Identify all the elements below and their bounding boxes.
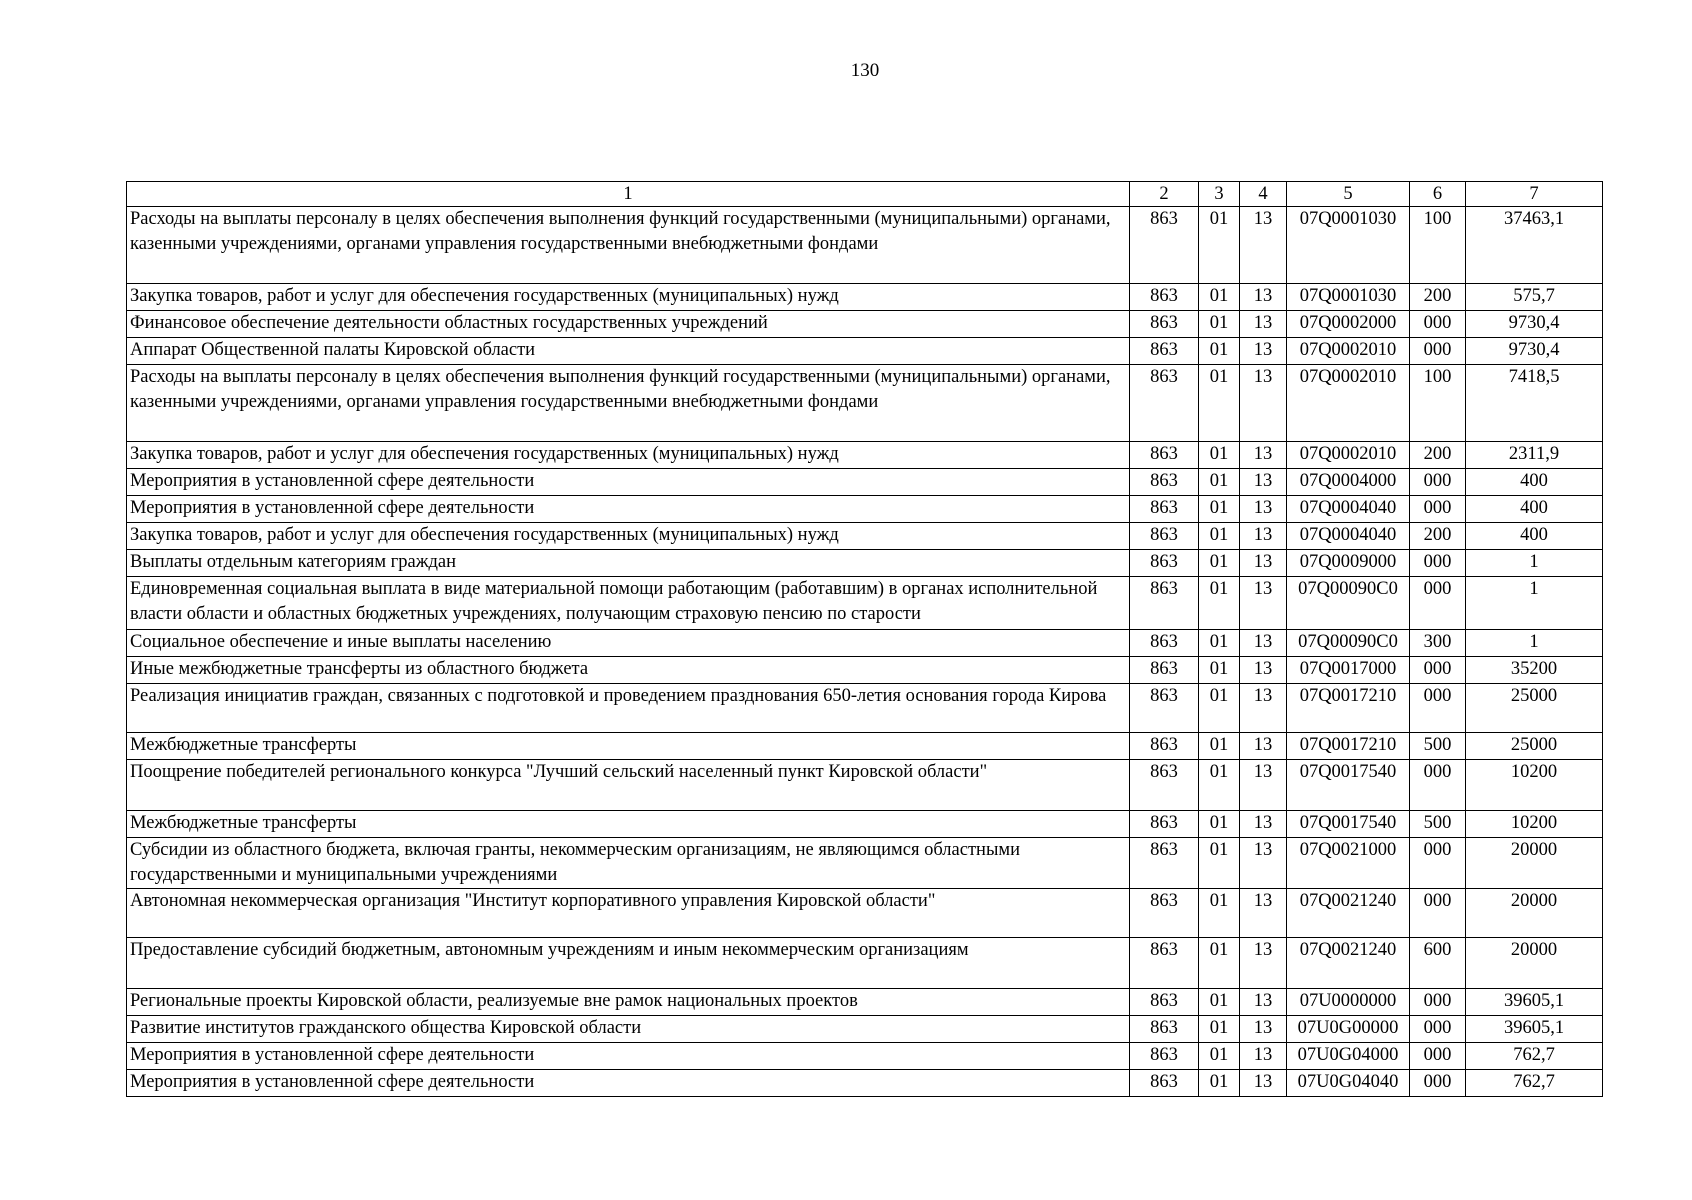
- row-subsection-cell: 13: [1240, 469, 1287, 496]
- table-row: [127, 1043, 1603, 1070]
- header-cell-2: 2: [1130, 182, 1199, 207]
- table-row: [127, 989, 1603, 1016]
- row-subsection-cell: 13: [1240, 496, 1287, 523]
- row-subsection-cell: 13: [1240, 760, 1287, 811]
- row-target-article-cell: 07Q0002010: [1287, 365, 1410, 442]
- row-expense-type-cell: 200: [1410, 284, 1466, 311]
- row-target-article-cell: 07U0G04000: [1287, 1043, 1410, 1070]
- row-name-cell: Закупка товаров, работ и услуг для обеспечения государственных (муниципальных) нужд: [127, 284, 1130, 311]
- row-expense-type-cell: 500: [1410, 811, 1466, 838]
- row-expense-type-cell: 000: [1410, 311, 1466, 338]
- row-target-article-cell: 07Q0001030: [1287, 284, 1410, 311]
- row-target-article-cell: 07U0G00000: [1287, 1016, 1410, 1043]
- table-row: [127, 365, 1603, 442]
- row-admin-code-cell: 863: [1130, 207, 1199, 284]
- row-admin-code-cell: 863: [1130, 838, 1199, 889]
- row-name-cell: Расходы на выплаты персоналу в целях обеспечения выполнения функций государственными (муниципальными) органами, казенными учреждениями, органами управления государственными внебюджетными фондами: [127, 207, 1130, 284]
- row-target-article-cell: 07Q0002010: [1287, 442, 1410, 469]
- table-row: [127, 889, 1603, 938]
- row-amount-cell: 10200: [1466, 760, 1603, 811]
- row-subsection-cell: 13: [1240, 889, 1287, 938]
- table-row: [127, 760, 1603, 811]
- row-amount-cell: 7418,5: [1466, 365, 1603, 442]
- row-subsection-cell: 13: [1240, 442, 1287, 469]
- row-subsection-cell: 13: [1240, 365, 1287, 442]
- row-target-article-cell: 07U0G04040: [1287, 1070, 1410, 1097]
- row-subsection-cell: 13: [1240, 1070, 1287, 1097]
- budget-table: [126, 181, 1603, 1097]
- row-target-article-cell: 07Q0017540: [1287, 760, 1410, 811]
- row-expense-type-cell: 500: [1410, 733, 1466, 760]
- table-row: [127, 838, 1603, 889]
- row-admin-code-cell: 863: [1130, 811, 1199, 838]
- row-expense-type-cell: 000: [1410, 838, 1466, 889]
- row-name-cell: Автономная некоммерческая организация "Институт корпоративного управления Кировской области": [127, 889, 1130, 938]
- row-admin-code-cell: 863: [1130, 1070, 1199, 1097]
- row-subsection-cell: 13: [1240, 657, 1287, 684]
- row-admin-code-cell: 863: [1130, 657, 1199, 684]
- row-name-cell: Финансовое обеспечение деятельности областных государственных учреждений: [127, 311, 1130, 338]
- row-section-cell: 01: [1199, 577, 1240, 630]
- row-expense-type-cell: 200: [1410, 442, 1466, 469]
- row-section-cell: 01: [1199, 838, 1240, 889]
- row-section-cell: 01: [1199, 760, 1240, 811]
- row-section-cell: 01: [1199, 365, 1240, 442]
- row-name-cell: Расходы на выплаты персоналу в целях обеспечения выполнения функций государственными (муниципальными) органами, казенными учреждениями, органами управления государственными внебюджетными фондами: [127, 365, 1130, 442]
- row-admin-code-cell: 863: [1130, 365, 1199, 442]
- header-cell-6: 6: [1410, 182, 1466, 207]
- row-amount-cell: 20000: [1466, 938, 1603, 989]
- row-admin-code-cell: 863: [1130, 550, 1199, 577]
- row-section-cell: 01: [1199, 657, 1240, 684]
- row-subsection-cell: 13: [1240, 1043, 1287, 1070]
- row-amount-cell: 35200: [1466, 657, 1603, 684]
- header-cell-5: 5: [1287, 182, 1410, 207]
- row-amount-cell: 1: [1466, 577, 1603, 630]
- row-expense-type-cell: 000: [1410, 1016, 1466, 1043]
- row-expense-type-cell: 100: [1410, 365, 1466, 442]
- row-section-cell: 01: [1199, 284, 1240, 311]
- row-section-cell: 01: [1199, 311, 1240, 338]
- table-row: [127, 338, 1603, 365]
- row-target-article-cell: 07Q0009000: [1287, 550, 1410, 577]
- row-amount-cell: 762,7: [1466, 1043, 1603, 1070]
- table-row: [127, 811, 1603, 838]
- row-amount-cell: 25000: [1466, 684, 1603, 733]
- row-admin-code-cell: 863: [1130, 684, 1199, 733]
- row-name-cell: Выплаты отдельным категориям граждан: [127, 550, 1130, 577]
- row-admin-code-cell: 863: [1130, 496, 1199, 523]
- row-name-cell: Единовременная социальная выплата в виде материальной помощи работающим (работавшим) в органах исполнительной власти области и областных бюджетных учреждениях, получающим страховую пенсию по старости: [127, 577, 1130, 630]
- row-name-cell: Мероприятия в установленной сфере деятельности: [127, 496, 1130, 523]
- row-expense-type-cell: 100: [1410, 207, 1466, 284]
- row-section-cell: 01: [1199, 442, 1240, 469]
- row-admin-code-cell: 863: [1130, 733, 1199, 760]
- row-target-article-cell: 07Q0017000: [1287, 657, 1410, 684]
- row-subsection-cell: 13: [1240, 523, 1287, 550]
- row-subsection-cell: 13: [1240, 630, 1287, 657]
- header-cell-4: 4: [1240, 182, 1287, 207]
- row-expense-type-cell: 000: [1410, 989, 1466, 1016]
- row-amount-cell: 575,7: [1466, 284, 1603, 311]
- row-name-cell: Реализация инициатив граждан, связанных с подготовкой и проведением празднования 650-летия основания города Кирова: [127, 684, 1130, 733]
- row-expense-type-cell: 000: [1410, 1070, 1466, 1097]
- row-section-cell: 01: [1199, 938, 1240, 989]
- row-expense-type-cell: 600: [1410, 938, 1466, 989]
- table-row: [127, 442, 1603, 469]
- row-section-cell: 01: [1199, 1043, 1240, 1070]
- row-section-cell: 01: [1199, 733, 1240, 760]
- row-admin-code-cell: 863: [1130, 577, 1199, 630]
- page-number: 130: [850, 60, 880, 81]
- row-target-article-cell: 07Q0002010: [1287, 338, 1410, 365]
- row-amount-cell: 400: [1466, 523, 1603, 550]
- row-target-article-cell: 07Q0021000: [1287, 838, 1410, 889]
- row-target-article-cell: 07Q00090C0: [1287, 630, 1410, 657]
- table-row: [127, 1070, 1603, 1097]
- header-cell-1: 1: [127, 182, 1130, 207]
- table-row: [127, 938, 1603, 989]
- row-name-cell: Мероприятия в установленной сфере деятельности: [127, 1070, 1130, 1097]
- table-row: [127, 657, 1603, 684]
- row-admin-code-cell: 863: [1130, 938, 1199, 989]
- row-subsection-cell: 13: [1240, 811, 1287, 838]
- row-admin-code-cell: 863: [1130, 760, 1199, 811]
- row-target-article-cell: 07Q0004000: [1287, 469, 1410, 496]
- row-amount-cell: 37463,1: [1466, 207, 1603, 284]
- row-name-cell: Мероприятия в установленной сфере деятельности: [127, 1043, 1130, 1070]
- row-admin-code-cell: 863: [1130, 989, 1199, 1016]
- row-section-cell: 01: [1199, 1070, 1240, 1097]
- row-admin-code-cell: 863: [1130, 469, 1199, 496]
- row-admin-code-cell: 863: [1130, 442, 1199, 469]
- row-name-cell: Аппарат Общественной палаты Кировской области: [127, 338, 1130, 365]
- row-target-article-cell: 07Q0004040: [1287, 523, 1410, 550]
- row-name-cell: Иные межбюджетные трансферты из областного бюджета: [127, 657, 1130, 684]
- row-expense-type-cell: 000: [1410, 657, 1466, 684]
- row-subsection-cell: 13: [1240, 577, 1287, 630]
- table-row: [127, 684, 1603, 733]
- row-name-cell: Закупка товаров, работ и услуг для обеспечения государственных (муниципальных) нужд: [127, 523, 1130, 550]
- row-amount-cell: 400: [1466, 496, 1603, 523]
- row-name-cell: Закупка товаров, работ и услуг для обеспечения государственных (муниципальных) нужд: [127, 442, 1130, 469]
- row-expense-type-cell: 300: [1410, 630, 1466, 657]
- row-section-cell: 01: [1199, 811, 1240, 838]
- row-section-cell: 01: [1199, 338, 1240, 365]
- row-target-article-cell: 07Q0002000: [1287, 311, 1410, 338]
- row-target-article-cell: 07Q0017210: [1287, 733, 1410, 760]
- row-amount-cell: 25000: [1466, 733, 1603, 760]
- row-subsection-cell: 13: [1240, 1016, 1287, 1043]
- row-amount-cell: 39605,1: [1466, 1016, 1603, 1043]
- row-section-cell: 01: [1199, 684, 1240, 733]
- row-amount-cell: 9730,4: [1466, 311, 1603, 338]
- row-section-cell: 01: [1199, 496, 1240, 523]
- row-amount-cell: 1: [1466, 550, 1603, 577]
- row-amount-cell: 20000: [1466, 838, 1603, 889]
- row-subsection-cell: 13: [1240, 338, 1287, 365]
- row-name-cell: Социальное обеспечение и иные выплаты населению: [127, 630, 1130, 657]
- row-section-cell: 01: [1199, 1016, 1240, 1043]
- row-subsection-cell: 13: [1240, 989, 1287, 1016]
- row-admin-code-cell: 863: [1130, 889, 1199, 938]
- row-expense-type-cell: 000: [1410, 1043, 1466, 1070]
- table-row: [127, 284, 1603, 311]
- row-target-article-cell: 07Q0021240: [1287, 889, 1410, 938]
- row-expense-type-cell: 000: [1410, 577, 1466, 630]
- row-target-article-cell: 07Q0017540: [1287, 811, 1410, 838]
- row-target-article-cell: 07Q0001030: [1287, 207, 1410, 284]
- row-section-cell: 01: [1199, 523, 1240, 550]
- row-name-cell: Поощрение победителей регионального конкурса "Лучший сельский населенный пункт Кировской области": [127, 760, 1130, 811]
- row-amount-cell: 39605,1: [1466, 989, 1603, 1016]
- row-admin-code-cell: 863: [1130, 630, 1199, 657]
- table-row: [127, 733, 1603, 760]
- row-amount-cell: 400: [1466, 469, 1603, 496]
- row-section-cell: 01: [1199, 889, 1240, 938]
- header-cell-3: 3: [1199, 182, 1240, 207]
- row-section-cell: 01: [1199, 989, 1240, 1016]
- row-amount-cell: 1: [1466, 630, 1603, 657]
- row-admin-code-cell: 863: [1130, 1016, 1199, 1043]
- row-target-article-cell: 07Q0017210: [1287, 684, 1410, 733]
- row-amount-cell: 762,7: [1466, 1070, 1603, 1097]
- row-admin-code-cell: 863: [1130, 311, 1199, 338]
- table-row: [127, 523, 1603, 550]
- row-subsection-cell: 13: [1240, 684, 1287, 733]
- row-name-cell: Межбюджетные трансферты: [127, 811, 1130, 838]
- row-subsection-cell: 13: [1240, 938, 1287, 989]
- row-name-cell: Региональные проекты Кировской области, реализуемые вне рамок национальных проектов: [127, 989, 1130, 1016]
- row-amount-cell: 20000: [1466, 889, 1603, 938]
- row-admin-code-cell: 863: [1130, 523, 1199, 550]
- row-expense-type-cell: 200: [1410, 523, 1466, 550]
- row-amount-cell: 2311,9: [1466, 442, 1603, 469]
- row-name-cell: Субсидии из областного бюджета, включая гранты, некоммерческим организациям, не являющимся областными государственными и муниципальными учреждениями: [127, 838, 1130, 889]
- row-name-cell: Межбюджетные трансферты: [127, 733, 1130, 760]
- row-amount-cell: 9730,4: [1466, 338, 1603, 365]
- row-admin-code-cell: 863: [1130, 338, 1199, 365]
- row-target-article-cell: 07Q0021240: [1287, 938, 1410, 989]
- row-name-cell: Мероприятия в установленной сфере деятельности: [127, 469, 1130, 496]
- row-section-cell: 01: [1199, 630, 1240, 657]
- row-name-cell: Предоставление субсидий бюджетным, автономным учреждениям и иным некоммерческим организациям: [127, 938, 1130, 989]
- row-subsection-cell: 13: [1240, 733, 1287, 760]
- table-row: [127, 207, 1603, 284]
- table-row: [127, 550, 1603, 577]
- row-section-cell: 01: [1199, 550, 1240, 577]
- row-subsection-cell: 13: [1240, 311, 1287, 338]
- row-expense-type-cell: 000: [1410, 550, 1466, 577]
- row-subsection-cell: 13: [1240, 284, 1287, 311]
- row-target-article-cell: 07Q0004040: [1287, 496, 1410, 523]
- table-row: [127, 1016, 1603, 1043]
- row-target-article-cell: 07Q00090C0: [1287, 577, 1410, 630]
- row-subsection-cell: 13: [1240, 550, 1287, 577]
- table-body: [127, 207, 1603, 1097]
- row-subsection-cell: 13: [1240, 207, 1287, 284]
- table-row: [127, 496, 1603, 523]
- table-row: [127, 630, 1603, 657]
- row-name-cell: Развитие институтов гражданского общества Кировской области: [127, 1016, 1130, 1043]
- row-section-cell: 01: [1199, 469, 1240, 496]
- header-cell-7: 7: [1466, 182, 1603, 207]
- row-admin-code-cell: 863: [1130, 1043, 1199, 1070]
- row-expense-type-cell: 000: [1410, 496, 1466, 523]
- table-row: [127, 577, 1603, 630]
- row-admin-code-cell: 863: [1130, 284, 1199, 311]
- header-row: [127, 182, 1603, 207]
- row-target-article-cell: 07U0000000: [1287, 989, 1410, 1016]
- row-expense-type-cell: 000: [1410, 338, 1466, 365]
- row-expense-type-cell: 000: [1410, 760, 1466, 811]
- table-row: [127, 311, 1603, 338]
- row-amount-cell: 10200: [1466, 811, 1603, 838]
- row-expense-type-cell: 000: [1410, 889, 1466, 938]
- row-section-cell: 01: [1199, 207, 1240, 284]
- row-expense-type-cell: 000: [1410, 469, 1466, 496]
- table-row: [127, 469, 1603, 496]
- row-expense-type-cell: 000: [1410, 684, 1466, 733]
- row-subsection-cell: 13: [1240, 838, 1287, 889]
